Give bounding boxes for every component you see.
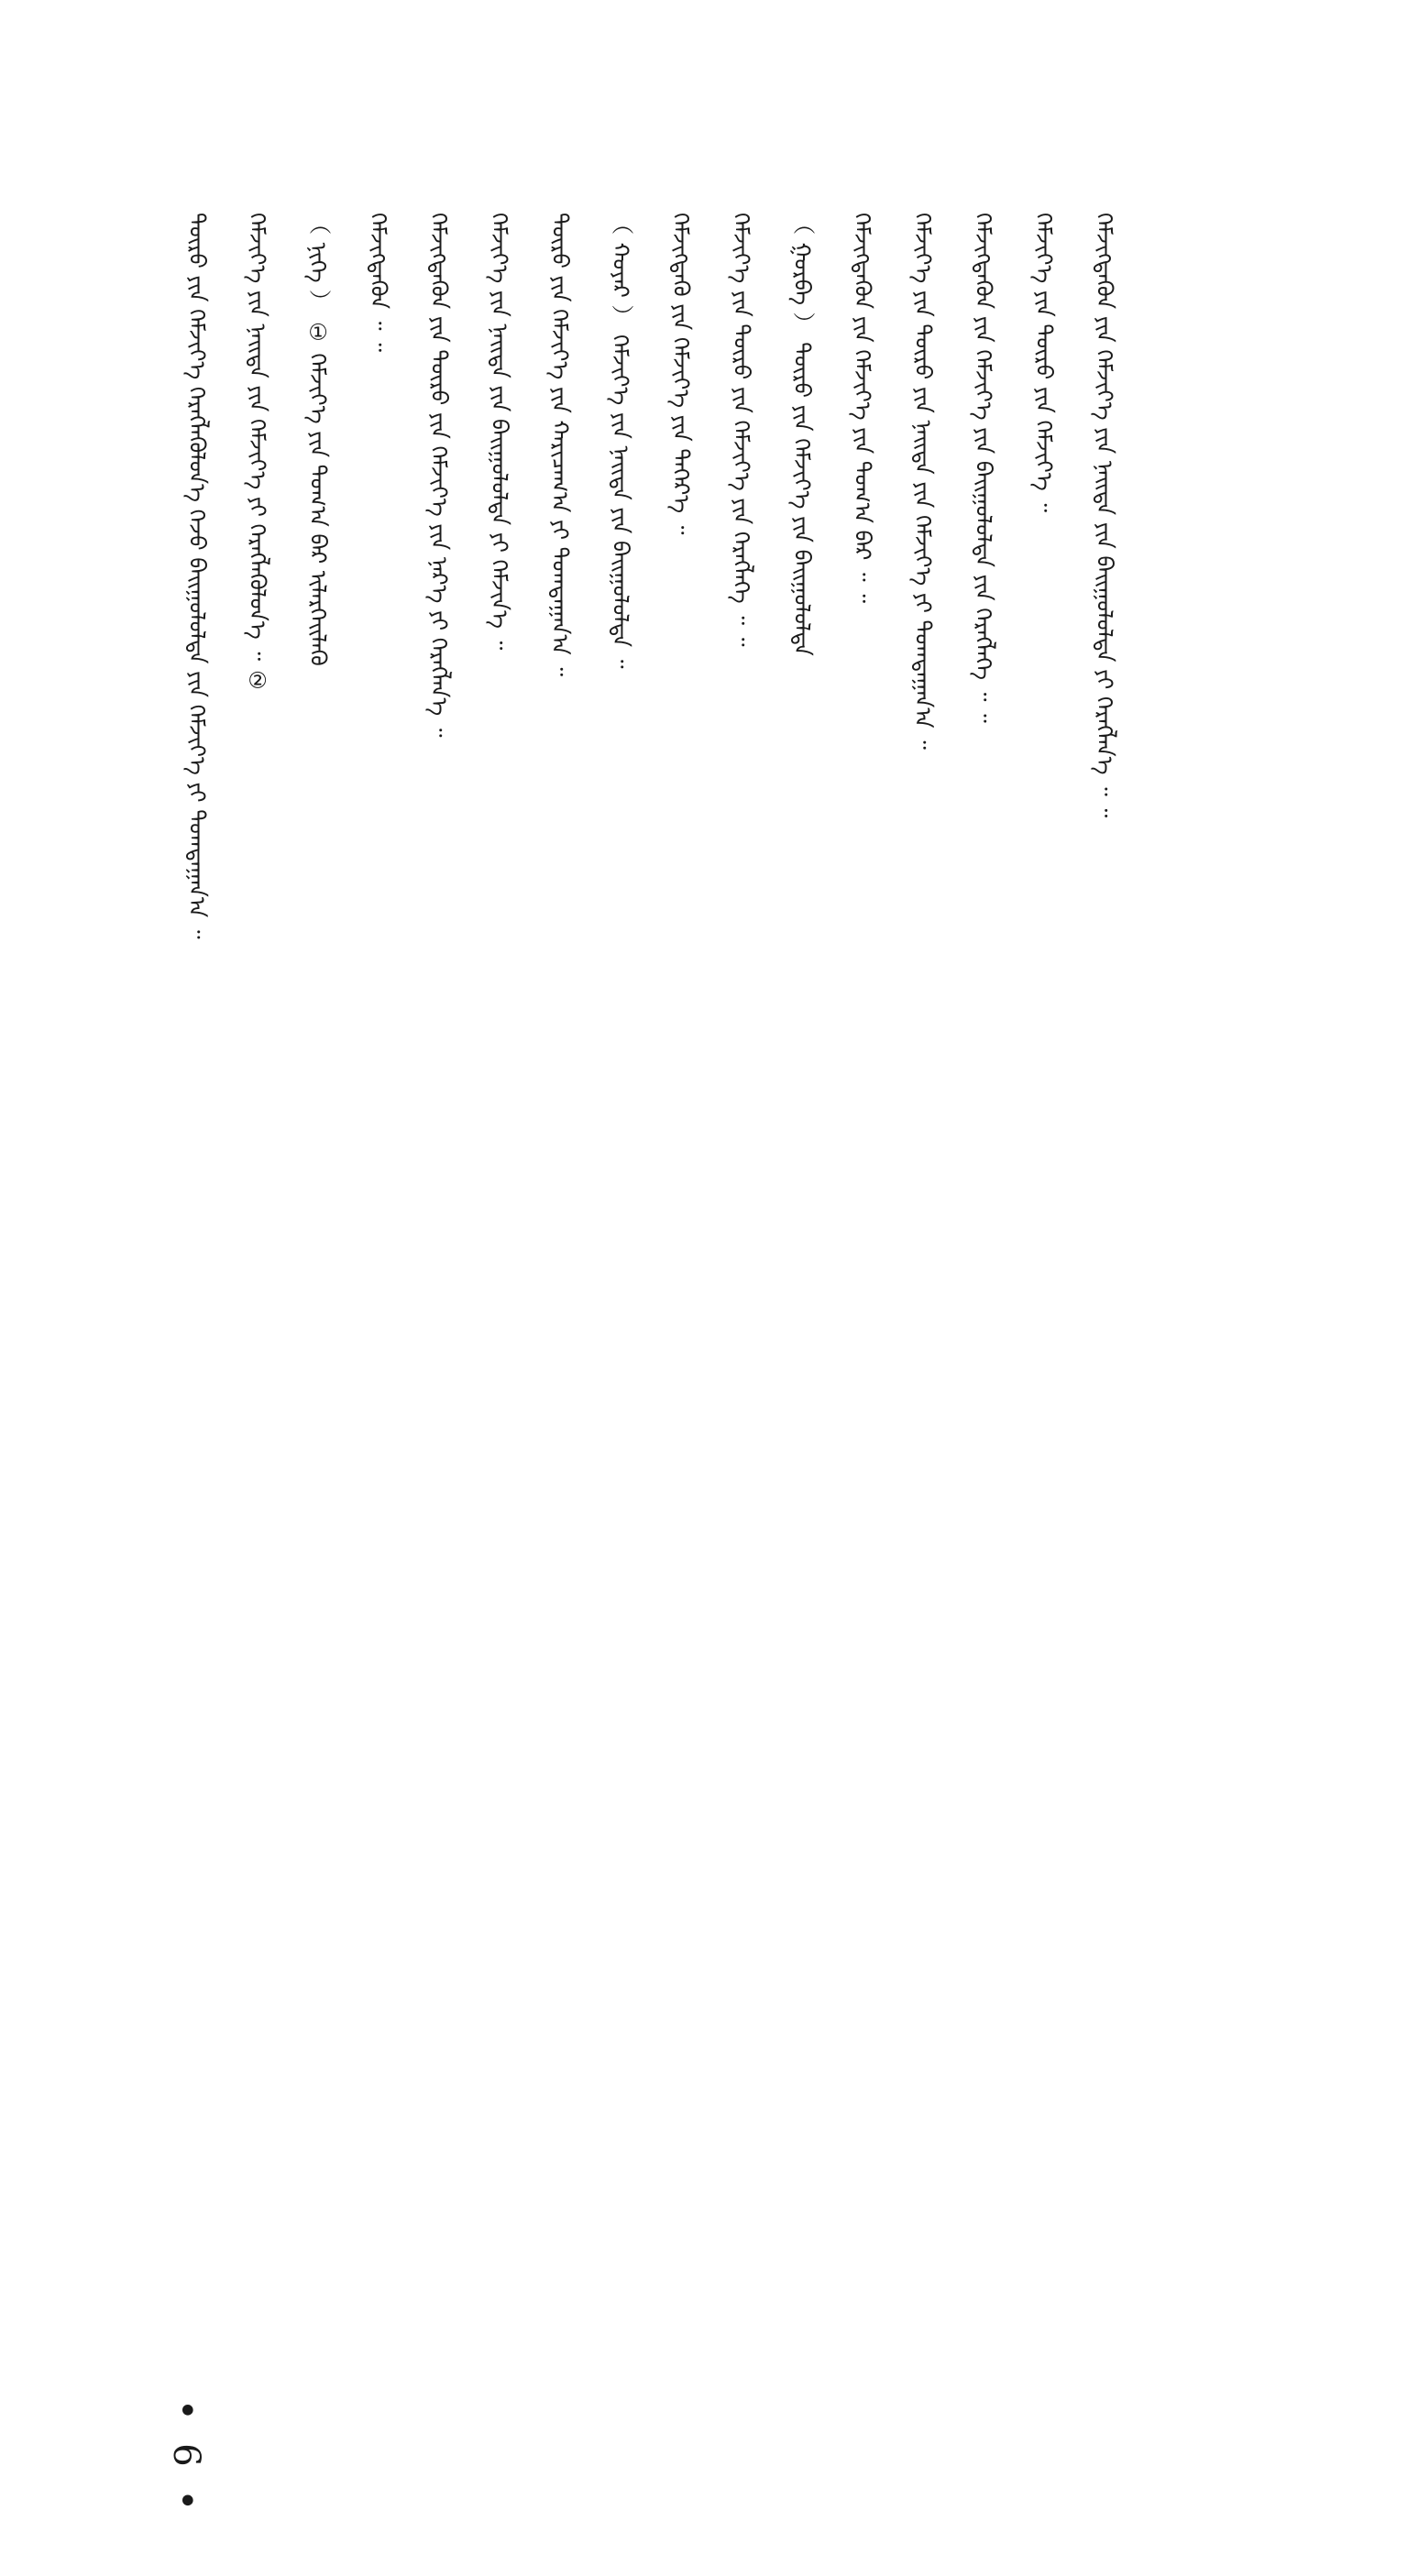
text-column-16: ᠬᠡᠮᠵᠢᠭᠳᠡᠬᠦᠨ ᠶᠢᠨ ᠬᠡᠮᠵᠢᠶ᠎ᠡ ᠶᠢᠨ ᠨᠡᠢᠲᠡ ᠶᠢᠨ ᠪᠠᠢᠭᠤᠯᠤᠯᠲᠠ ᠶᠢ ᠬᠡᠷᠡᠭᠯᠡᠨ᠎ᠡ ᠃ ᠃ <box>1092 213 1117 818</box>
text-column-15: ᠬᠡᠮᠵᠢᠶ᠎ᠡ ᠶᠢᠨ ᠲᠦᠷᠦ ᠶᠢᠨ ᠬᠡᠮᠵᠢᠶ᠎ᠡ ᠃ <box>1031 213 1057 513</box>
text-column-3: （ ᠨᠢᠭᠡ ） ① ᠬᠡᠮᠵᠢᠶ᠎ᠡ ᠶᠢᠨ ᠲᠣᠭ᠎ᠠ ᠪᠠᠷ ᠢᠯᠡᠷᠬᠡᠢᠯᠡᠬᠦ <box>305 213 331 666</box>
text-column-7: ᠲᠦᠷᠦ ᠶᠢᠨ ᠬᠡᠮᠵᠢᠶ᠎ᠡ ᠶᠢᠨ ᠬᠠᠷᠢᠴᠠᠭ᠎ᠠ ᠶᠢ ᠲᠣᠭᠲᠠᠭᠠᠨ᠎ᠠ ᠃ <box>547 213 573 677</box>
mongolian-text-block <box>183 213 1118 2215</box>
text-column-12: ᠬᠡᠮᠵᠢᠭᠳᠡᠬᠦᠨ ᠶᠢᠨ ᠬᠡᠮᠵᠢᠶ᠎ᠡ ᠶᠢᠨ ᠲᠣᠭ᠎ᠠ ᠪᠠᠷ ᠃ ᠃ <box>850 213 875 604</box>
text-column-13: ᠬᠡᠮᠵᠢᠶ᠎ᠡ ᠶᠢᠨ ᠲᠦᠷᠦ ᠶᠢᠨ ᠨᠡᠢᠲᠡ ᠶᠢᠨ ᠬᠡᠮᠵᠢᠶ᠎ᠡ ᠶᠢ ᠲᠣᠭᠲᠠᠭᠠᠨ᠎ᠠ ᠃ <box>910 213 936 750</box>
text-column-1: ᠲᠦᠷᠦ ᠶᠢᠨ ᠬᠡᠮᠵᠢᠶ᠎ᠡ ᠬᠡᠷᠡᠭᠯᠡᠭᠦᠯᠦᠨ᠎ᠡ ᠭᠡᠵᠦ ᠪᠠᠢᠭᠤᠯᠤᠯᠲᠠ ᠶᠢᠨ ᠬᠡᠮᠵᠢᠶ᠎ᠡ ᠶᠢ ᠲᠣᠭᠲᠠᠭᠠᠨ᠎ᠠ ᠃ <box>184 213 210 939</box>
text-column-9: ᠬᠡᠮᠵᠢᠭᠳᠡᠬᠦ ᠶᠢᠨ ᠬᠡᠮᠵᠢᠶ᠎ᠡ ᠶᠢᠨ ᠳᠡᠭᠡᠷ᠎ᠡ ᠃ <box>668 213 694 535</box>
text-column-14: ᠬᠡᠮᠵᠢᠭᠳᠡᠬᠦᠨ ᠶᠢᠨ ᠬᠡᠮᠵᠢᠶ᠎ᠡ ᠶᠢᠨ ᠪᠠᠢᠭᠤᠯᠤᠯᠲᠠ ᠶᠢᠨ ᠬᠡᠷᠡᠭᠯᠡᠭᠡ ᠃ ᠃ <box>971 213 996 723</box>
text-column-10: ᠬᠡᠮᠵᠢᠶ᠎ᠡ ᠶᠢᠨ ᠲᠦᠷᠦ ᠶᠢᠨ ᠬᠡᠮᠵᠢᠶ᠎ᠡ ᠶᠢᠨ ᠬᠡᠷᠡᠭᠯᠡᠭᠡ ᠃ ᠃ <box>729 213 754 647</box>
text-column-11: （ ᠭᠤᠷᠪᠠ ） ᠲᠦᠷᠦ ᠶᠢᠨ ᠬᠡᠮᠵᠢᠶ᠎ᠡ ᠶᠢᠨ ᠪᠠᠢᠭᠤᠯᠤᠯᠲᠠ <box>789 213 815 656</box>
text-column-2: ᠬᠡᠮᠵᠢᠶ᠎ᠡ ᠶᠢᠨ ᠨᠡᠢᠲᠡ ᠶᠢᠨ ᠬᠡᠮᠵᠢᠶ᠎ᠡ ᠶᠢ ᠬᠡᠷᠡᠭᠯᠡᠭᠦᠯᠦᠨ᠎ᠡ ᠃ ② <box>245 213 270 694</box>
text-column-8: （ ᠬᠣᠶᠠᠷ ） ᠬᠡᠮᠵᠢᠶ᠎ᠡ ᠶᠢᠨ ᠨᠡᠢᠲᠡ ᠶᠢᠨ ᠪᠠᠢᠭᠤᠯᠤᠯᠲᠠ ᠃ <box>608 213 633 669</box>
text-column-5: ᠬᠡᠮᠵᠢᠭᠳᠡᠬᠦᠨ ᠶᠢᠨ ᠲᠦᠷᠦ ᠶᠢᠨ ᠬᠡᠮᠵᠢᠶ᠎ᠡ ᠶᠢᠨ ᠨᠡᠷ᠎ᠡ ᠶᠢ ᠬᠡᠷᠡᠭᠯᠡᠨ᠎ᠡ ᠃ <box>426 213 452 738</box>
page-number: • 6 • <box>165 2399 207 2517</box>
text-column-6: ᠬᠡᠮᠵᠢᠶ᠎ᠡ ᠶᠢᠨ ᠨᠡᠢᠲᠡ ᠶᠢᠨ ᠪᠠᠢᠭᠤᠯᠤᠯᠲᠠ ᠶᠢ ᠬᠡᠮᠵᠢᠨ᠎ᠡ ᠃ <box>487 213 512 651</box>
text-column-4: ᠬᠡᠮᠵᠢᠭᠳᠡᠭᠦᠨ ᠃ ᠃ <box>366 213 391 352</box>
